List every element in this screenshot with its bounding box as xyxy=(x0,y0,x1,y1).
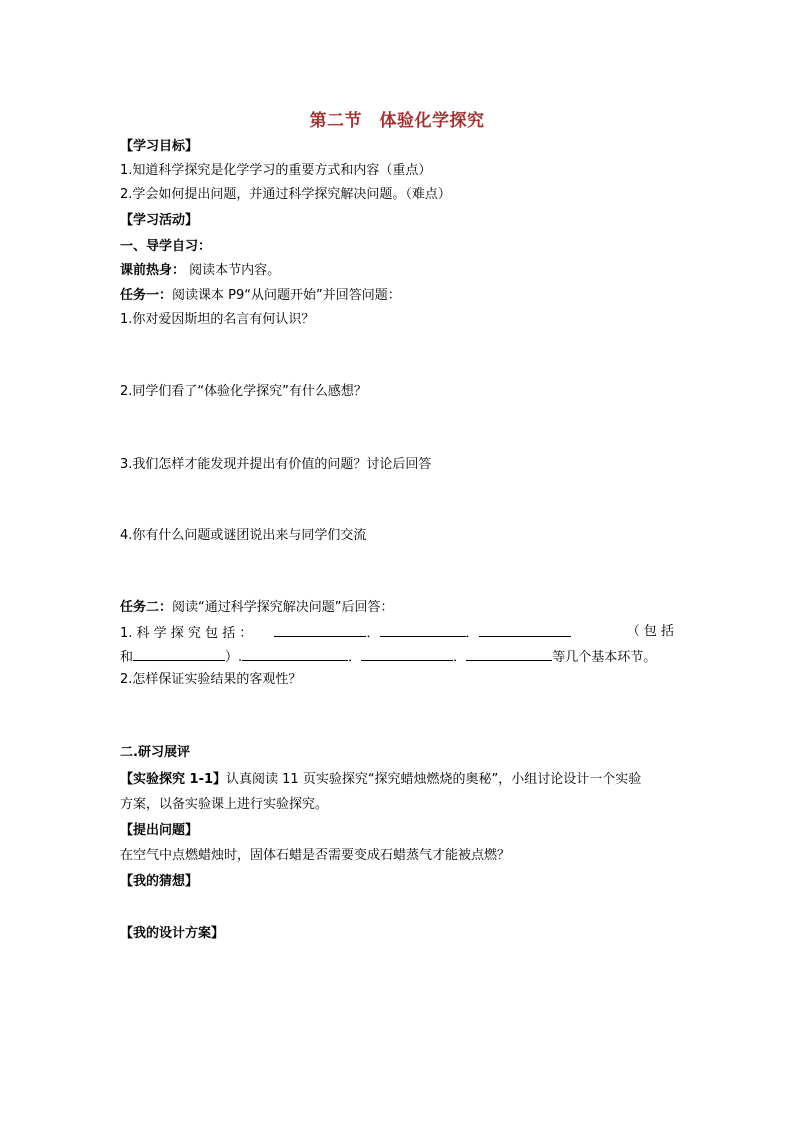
task2-question-2: 2.怎样保证实验结果的客观性？ xyxy=(120,672,302,687)
answer-blank-3[interactable] xyxy=(479,623,571,637)
task1-question-3: 3.我们怎样才能发现并提出有价值的问题？讨论后回答 xyxy=(120,457,432,472)
goal-1: 1.知道科学探究是化学学习的重要方式和内容（重点） xyxy=(120,163,432,178)
guess-header: 【我的猜想】 xyxy=(120,874,199,889)
task1-line xyxy=(120,287,401,305)
task2-line xyxy=(120,599,394,617)
task2-q1-end: 等几个基本环节。 xyxy=(552,650,657,665)
design-header: 【我的设计方案】 xyxy=(120,926,225,941)
task1-question-1: 1.你对爱因斯坦的名言有何认识？ xyxy=(120,312,315,327)
task2-label: 任务二： xyxy=(120,600,173,615)
task2-q1-lead: 1. 科 学 探 究 包 括 ： xyxy=(120,626,253,641)
page-title: 第二节 体验化学探究 xyxy=(309,111,485,131)
goals-header: 【学习目标】 xyxy=(120,139,199,154)
question-header: 【提出问题】 xyxy=(120,823,199,838)
answer-blank-4[interactable] xyxy=(133,647,225,661)
answer-blank-5[interactable] xyxy=(242,647,348,661)
warmup-label: 课前热身： xyxy=(120,263,186,278)
answer-blank-2[interactable] xyxy=(380,623,466,637)
experiment-line-1 xyxy=(120,771,641,789)
experiment-text-2: 方案，以备实验课上进行实验探究。 xyxy=(120,797,329,812)
task2-q1-paren: （ 包 括 xyxy=(626,624,674,639)
section-1-header: 一、导学自习： xyxy=(120,239,212,254)
section-2-header: 二.研习展评 xyxy=(120,745,190,760)
question-text: 在空气中点燃蜡烛时，固体石蜡是否需要变成石蜡蒸气才能被点燃？ xyxy=(120,848,511,863)
task2-question-1-line1: 1. 科 学 探 究 包 括 ： ． ． （ 包 括 xyxy=(120,624,674,641)
task2-q1-and: 和 xyxy=(120,650,134,665)
task1-text: 阅读课本 P9“从问题开始”并回答问题： xyxy=(172,288,401,303)
task1-label: 任务一： xyxy=(120,288,173,303)
warmup-text: 阅读本节内容。 xyxy=(189,263,281,278)
experiment-text-1: 认真阅读 11 页实验探究“探究蜡烛燃烧的奥秘”，小组讨论设计一个实验 xyxy=(226,772,642,787)
task2-text: 阅读“通过科学探究解决问题”后回答： xyxy=(172,600,394,615)
goal-2: 2.学会如何提出问题，并通过科学探究解决问题。（难点） xyxy=(120,187,451,202)
task2-question-1-line2: 和 ）. ． ． 等几个基本环节。 xyxy=(120,647,656,667)
answer-blank-6[interactable] xyxy=(361,647,453,661)
answer-blank-1[interactable] xyxy=(274,623,366,637)
task1-question-4: 4.你有什么问题或谜团说出来与同学们交流 xyxy=(120,528,367,543)
activities-header: 【学习活动】 xyxy=(120,213,199,228)
task1-question-2: 2.同学们看了“体验化学探究”有什么感想？ xyxy=(120,384,367,399)
answer-blank-7[interactable] xyxy=(466,647,552,661)
experiment-label: 【实验探究 1-1】 xyxy=(120,772,227,787)
warmup-line xyxy=(120,262,280,280)
